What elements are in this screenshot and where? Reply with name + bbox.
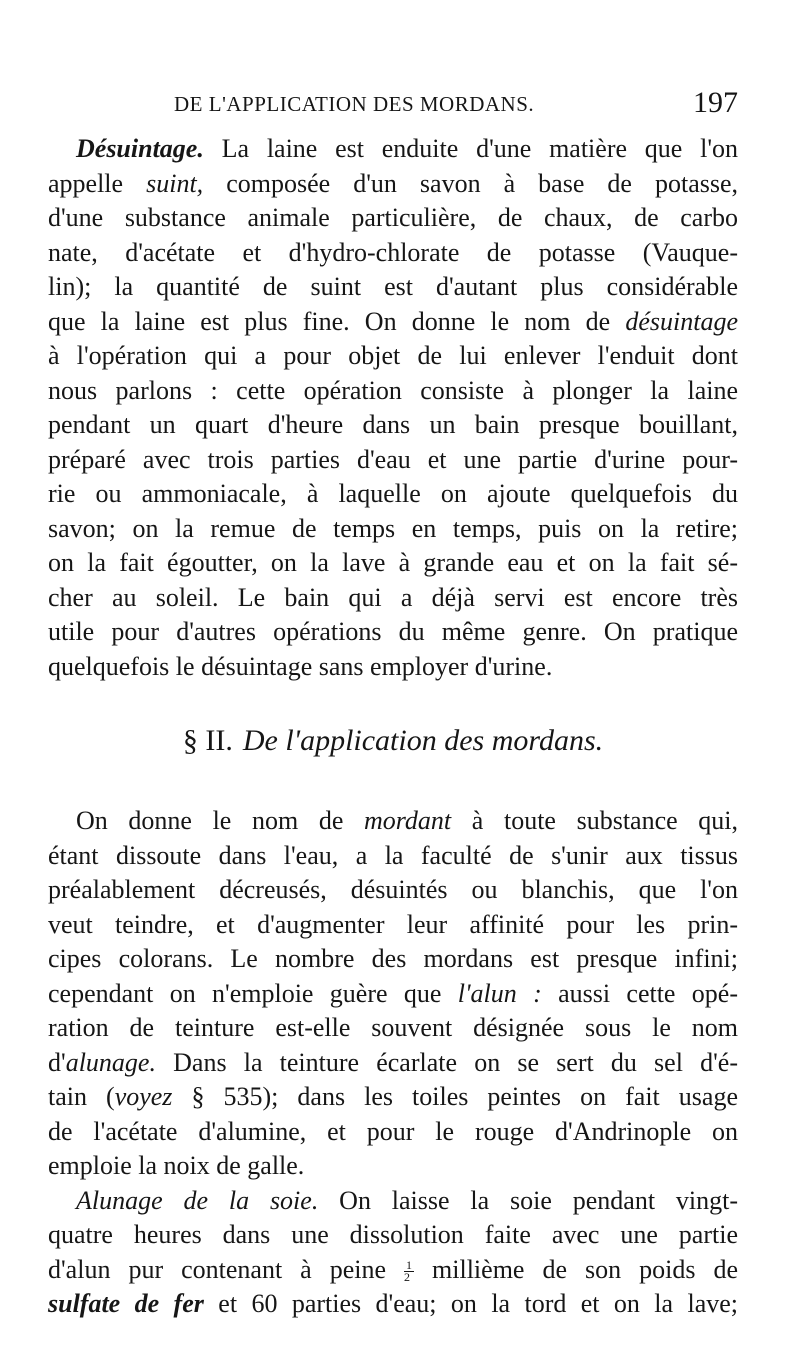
- text-line: veut teindre, et d'augmenter leur affinité pour les prin-: [48, 909, 738, 939]
- text-segment: d'alun pur contenant à peine: [48, 1254, 387, 1284]
- paragraph-lead: Désuintage.: [76, 134, 204, 163]
- section-symbol: § II.: [182, 724, 233, 757]
- page-body: [48, 132, 738, 1322]
- text-line: à l'opération qui a pour objet de lui enlever l'enduit dont: [48, 341, 738, 370]
- paragraph-alunage-soie: [48, 1184, 738, 1322]
- text-line: nate, d'acétate et d'hydro-chlorate de potasse (Vauque-: [48, 237, 738, 267]
- running-title: DE L'APPLICATION DES MORDANS.: [174, 92, 535, 116]
- text-line: [48, 1184, 738, 1219]
- term: désuintage: [625, 306, 738, 336]
- text-line: [48, 1080, 738, 1115]
- text-line: préalablement décreusés, désuintés ou blanchis, que l'on: [48, 875, 738, 904]
- text-segment: tain (: [48, 1082, 115, 1111]
- term: alunage.: [65, 1047, 156, 1077]
- text-line: quatre heures dans une dissolution faite avec une partie: [48, 1220, 738, 1249]
- text-line: quelquefois le désuintage sans employer d'urine.: [48, 651, 553, 681]
- term: mordant: [364, 806, 452, 835]
- text-line: nous parlons : cette opération consiste à plonger la laine: [48, 375, 738, 405]
- paragraph-mordant: [48, 804, 738, 1184]
- fraction: [404, 1260, 414, 1283]
- text-segment: appelle: [48, 168, 124, 198]
- text-line: savon; on la remue de temps en temps, puis on la retire;: [48, 513, 738, 543]
- text-line: [48, 804, 738, 839]
- text-line: utile pour d'autres opérations du même genre. On pratique: [48, 617, 738, 646]
- text-line: emploie la noix de galle.: [48, 1151, 305, 1180]
- text-line: rie ou ammoniacale, à laquelle on ajoute quelquefois du: [48, 479, 738, 508]
- text-segment: composée d'un savon à base de potasse,: [226, 168, 739, 198]
- fraction-numerator: 1: [406, 1258, 413, 1273]
- text-segment: Dans la teinture écarlate on se sert du sel d'é-: [173, 1047, 738, 1077]
- term: suint,: [146, 168, 204, 198]
- text-segment: On laisse la soie pendant vingt-: [339, 1185, 738, 1215]
- text-segment: § 535); dans les toiles peintes on fait usage: [191, 1082, 738, 1111]
- text-line: [48, 977, 738, 1012]
- term: voyez: [114, 1082, 173, 1111]
- text-line: [48, 1287, 738, 1322]
- page-number: 197: [693, 86, 738, 119]
- text-line: étant dissoute dans l'eau, a la faculté de s'unir aux tissus: [48, 840, 738, 870]
- section-heading: [48, 684, 738, 804]
- text-segment: On donne le nom de: [76, 806, 344, 835]
- paragraph-desuintage: [48, 132, 738, 684]
- paragraph-lead: Alunage de la soie.: [76, 1185, 319, 1215]
- text-segment: cependant on n'emploie guère que: [48, 978, 442, 1008]
- text-line: d'une substance animale particulière, de chaux, de carbo: [48, 203, 738, 232]
- section-title: De l'application des mordans.: [242, 724, 604, 757]
- text-segment: à toute substance qui,: [471, 806, 739, 835]
- text-line: on la fait égoutter, on la lave à grande eau et on la fait sé-: [48, 548, 738, 577]
- text-segment: La laine est enduite d'une matière que l'on: [221, 134, 739, 163]
- text-segment: et 60 parties d'eau; on la tord et on la lave;: [218, 1289, 738, 1318]
- text-line: pendant un quart d'heure dans un bain presque bouillant,: [48, 410, 738, 439]
- fraction-denominator: 2: [404, 1270, 411, 1285]
- text-line: de l'acétate d'alumine, et pour le rouge d'Andrinople on: [48, 1116, 738, 1146]
- text-line: [48, 1046, 738, 1081]
- text-line: [48, 132, 738, 167]
- text-line: [48, 1253, 738, 1288]
- text-segment: aussi cette opé-: [558, 978, 738, 1008]
- text-line: cher au soleil. Le bain qui a déjà servi est encore très: [48, 582, 738, 612]
- text-line: [48, 167, 738, 202]
- text-line: [48, 305, 738, 340]
- term: sulfate de fer: [48, 1289, 204, 1318]
- text-segment: millième de son poids de: [432, 1254, 738, 1284]
- text-line: cipes colorans. Le nombre des mordans est presque infini;: [48, 944, 738, 973]
- text-line: préparé avec trois parties d'eau et une partie d'urine pour-: [48, 444, 738, 474]
- text-segment: que la laine est plus fine. On donne le nom de: [48, 306, 611, 336]
- text-line: ration de teinture est-elle souvent désignée sous le nom: [48, 1013, 738, 1042]
- text-line: lin); la quantité de suint est d'autant plus considérable: [48, 272, 738, 301]
- text-segment: d': [48, 1047, 66, 1077]
- term: l'alun :: [457, 978, 542, 1008]
- page-header: [48, 86, 738, 126]
